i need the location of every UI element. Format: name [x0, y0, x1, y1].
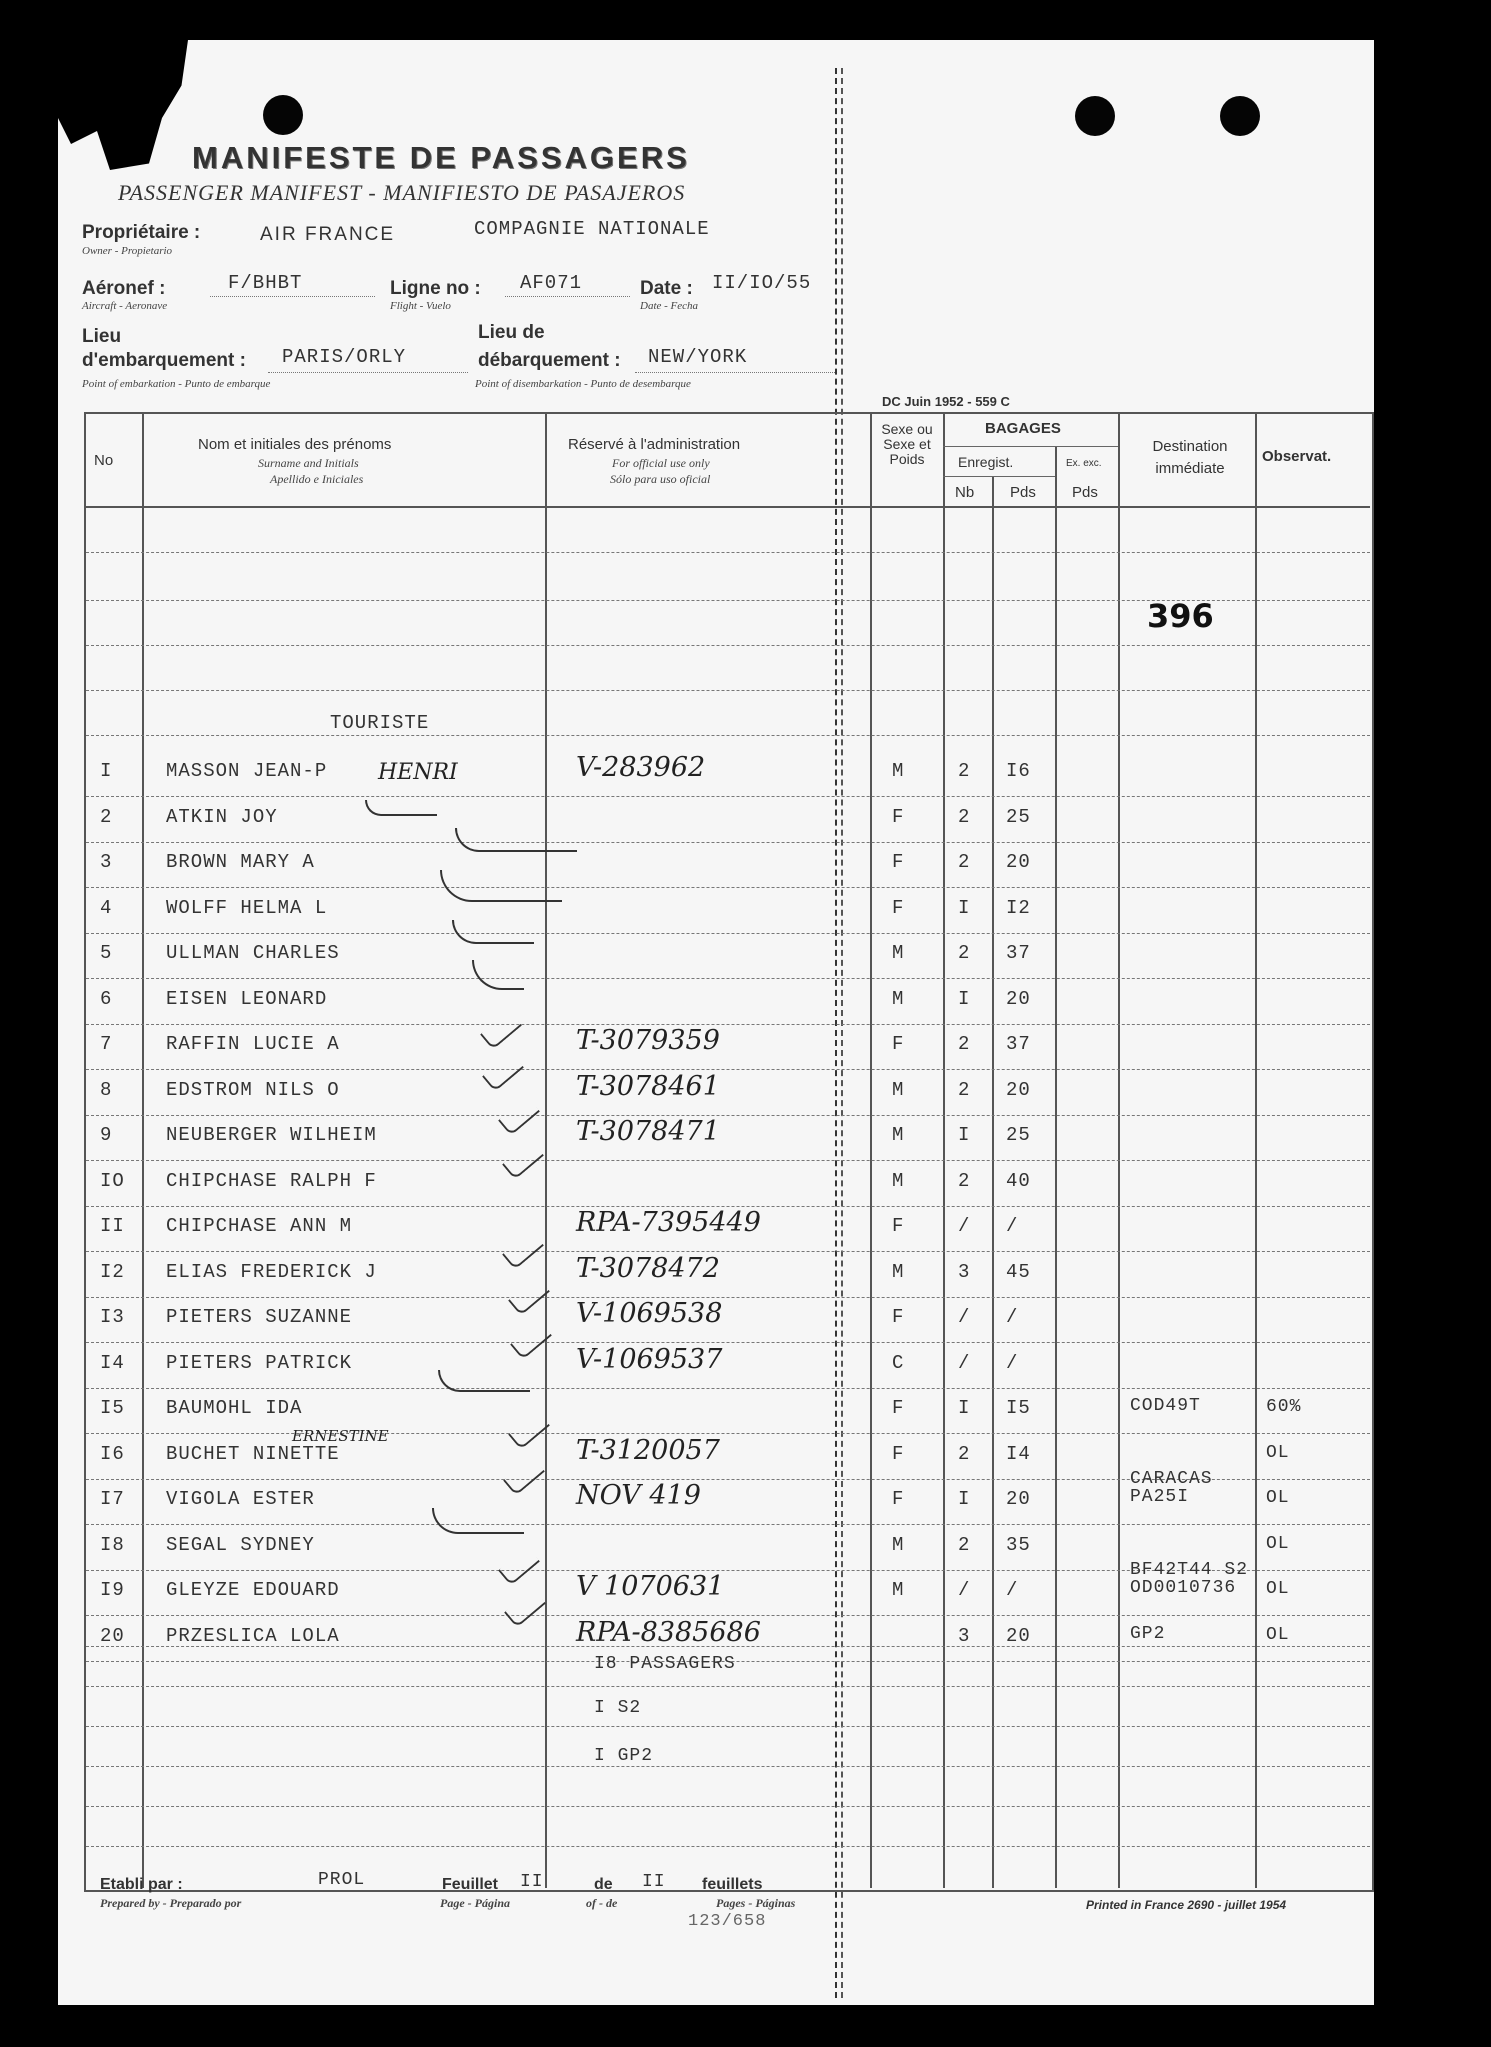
baggage-count: I [958, 897, 971, 919]
baggage-count: 2 [958, 760, 971, 782]
sex-value: M [892, 1079, 905, 1101]
embark-label-2: d'embarquement : [82, 350, 246, 371]
admin-ticket: V 1070631 [576, 1571, 725, 1602]
baggage-count: / [958, 1352, 971, 1374]
row-number: 20 [100, 1625, 125, 1647]
destination: COD49T [1130, 1396, 1201, 1416]
row-number: I8 [100, 1534, 125, 1556]
col-enreg-header: Enregist. [958, 454, 1014, 470]
owner-sub: Owner - Propietario [82, 245, 173, 257]
sex-value: M [892, 942, 905, 964]
col-name-sub2: Apellido e Iniciales [270, 472, 364, 486]
passenger-name: RAFFIN LUCIE A [166, 1033, 340, 1055]
destination: GP2 [1130, 1624, 1166, 1644]
page-label: Feuillet [442, 1876, 499, 1893]
admin-ticket: T-3079359 [576, 1025, 720, 1056]
baggage-count: 2 [958, 1443, 971, 1465]
baggage-weight: / [1006, 1306, 1019, 1328]
handwritten-name: HENRI [378, 760, 458, 785]
baggage-count: 2 [958, 1079, 971, 1101]
baggage-count: I [958, 1397, 971, 1419]
sex-value: M [892, 1579, 905, 1601]
check-mark [365, 800, 437, 816]
admin-ticket: V-1069538 [576, 1298, 723, 1329]
pages-sub: Pages - Páginas [716, 1896, 796, 1910]
col-excess-header: Ex. exc. [1066, 458, 1102, 469]
col-pds-header: Pds [1010, 484, 1036, 501]
of-sub: of - de [586, 1896, 618, 1910]
punch-hole [1220, 96, 1260, 136]
of-label: de [594, 1876, 613, 1893]
baggage-count: I [958, 1488, 971, 1510]
baggage-count: / [958, 1306, 971, 1328]
admin-ticket: V-283962 [576, 752, 706, 783]
row-number: 5 [100, 942, 113, 964]
row-number: 6 [100, 988, 113, 1010]
check-mark [440, 870, 562, 902]
printed-note: Printed in France 2690 - juillet 1954 [1086, 1898, 1287, 1912]
row-number: 2 [100, 806, 113, 828]
date-value: II/IO/55 [712, 272, 812, 294]
destination: BF42T44 S2 OD0010736 [1130, 1560, 1249, 1598]
col-no-header: No [94, 452, 114, 469]
col-obs-header: Observat. [1262, 448, 1332, 465]
col-name-sub1: Surname and Initials [258, 456, 359, 470]
sex-value: M [892, 988, 905, 1010]
admin-ticket: T-3078472 [576, 1253, 720, 1284]
baggage-weight: 20 [1006, 988, 1031, 1010]
passenger-name: EISEN LEONARD [166, 988, 328, 1010]
baggage-weight: 25 [1006, 1124, 1031, 1146]
admin-ticket: T-3078461 [576, 1071, 720, 1102]
baggage-weight: 45 [1006, 1261, 1031, 1283]
baggage-count: 2 [958, 942, 971, 964]
section-label: TOURISTE [330, 712, 430, 734]
punch-hole [1075, 96, 1115, 136]
col-nb-header: Nb [955, 484, 975, 501]
manifest-title: MANIFESTE DE PASSAGERS [192, 140, 690, 175]
row-number: 7 [100, 1033, 113, 1055]
page-value: II [520, 1872, 544, 1892]
page-sub: Page - Página [440, 1896, 510, 1910]
passenger-name: NEUBERGER WILHEIM [166, 1124, 377, 1146]
baggage-weight: 20 [1006, 1488, 1031, 1510]
admin-ticket: T-3078471 [576, 1116, 720, 1147]
sex-value: M [892, 1261, 905, 1283]
aircraft-sub: Aircraft - Aeronave [82, 300, 168, 312]
passenger-name: PIETERS SUZANNE [166, 1306, 353, 1328]
row-number: I3 [100, 1306, 125, 1328]
observation: OL [1266, 1534, 1290, 1554]
col-pds2-header: Pds [1072, 484, 1098, 501]
sex-value: M [892, 1124, 905, 1146]
baggage-count: / [958, 1215, 971, 1237]
pages-label: feuillets [702, 1876, 763, 1893]
row-number: I7 [100, 1488, 125, 1510]
baggage-count: 3 [958, 1625, 971, 1647]
baggage-count: 2 [958, 851, 971, 873]
passenger-name: WOLFF HELMA L [166, 897, 328, 919]
stamp-number: 396 [1147, 597, 1214, 635]
admin-ticket: NOV 419 [576, 1480, 701, 1511]
admin-ticket: V-1069537 [576, 1344, 723, 1375]
baggage-weight: 25 [1006, 806, 1031, 828]
baggage-weight: / [1006, 1579, 1019, 1601]
observation: OL [1266, 1579, 1290, 1599]
sex-value: F [892, 1215, 905, 1237]
baggage-weight: 40 [1006, 1170, 1031, 1192]
of-value: II [642, 1872, 666, 1892]
col-baggage-header: BAGAGES [985, 420, 1061, 437]
baggage-weight: 20 [1006, 851, 1031, 873]
row-number: I9 [100, 1579, 125, 1601]
passenger-name: GLEYZE EDOUARD [166, 1579, 340, 1601]
embark-value: PARIS/ORLY [282, 346, 407, 368]
col-admin-sub2: Sólo para uso oficial [610, 472, 711, 486]
row-number: I [100, 760, 113, 782]
col-admin-header: Réservé à l'administration [568, 436, 741, 453]
row-number: IO [100, 1170, 125, 1192]
handwritten-name: ERNESTINE [292, 1427, 389, 1445]
summary-gp2: I GP2 [594, 1746, 654, 1766]
baggage-weight: 35 [1006, 1534, 1031, 1556]
sex-value: M [892, 1534, 905, 1556]
prepared-value: PROL [318, 1870, 366, 1890]
passenger-name: BROWN MARY A [166, 851, 315, 873]
baggage-weight: 20 [1006, 1079, 1031, 1101]
flight-sub: Flight - Vuelo [390, 300, 451, 312]
baggage-weight: / [1006, 1352, 1019, 1374]
date-sub: Date - Fecha [640, 300, 699, 312]
passenger-name: BAUMOHL IDA [166, 1397, 303, 1419]
owner-value: AIR FRANCE [260, 224, 396, 245]
sex-value: F [892, 1397, 905, 1419]
baggage-weight: I6 [1006, 760, 1031, 782]
passenger-name: ULLMAN CHARLES [166, 942, 340, 964]
baggage-count: 2 [958, 1170, 971, 1192]
baggage-weight: I5 [1006, 1397, 1031, 1419]
summary-s2: I S2 [594, 1698, 642, 1718]
prepared-label: Etabli par : [100, 1876, 183, 1893]
sex-value: F [892, 1306, 905, 1328]
observation: OL [1266, 1488, 1290, 1508]
baggage-count: 2 [958, 1033, 971, 1055]
row-number: I5 [100, 1397, 125, 1419]
sex-value: M [892, 1170, 905, 1192]
row-number: I2 [100, 1261, 125, 1283]
observation: OL [1266, 1443, 1290, 1463]
baggage-count: / [958, 1579, 971, 1601]
disembark-label-2: débarquement : [478, 350, 621, 371]
col-admin-sub1: For official use only [612, 456, 710, 470]
form-code: DC Juin 1952 - 559 C [882, 394, 1010, 409]
observation: OL [1266, 1625, 1290, 1645]
disembark-sub: Point of disembarkation - Punto de desembarque [475, 378, 691, 390]
summary-passengers: I8 PASSAGERS [594, 1654, 736, 1674]
owner-label: Propriétaire : [82, 222, 201, 243]
check-mark [432, 1508, 524, 1534]
sex-value: F [892, 897, 905, 919]
embark-sub: Point of embarkation - Punto de embarque [82, 378, 271, 390]
passenger-name: MASSON JEAN-P [166, 760, 328, 782]
passenger-name: BUCHET NINETTE [166, 1443, 340, 1465]
check-mark [438, 1370, 530, 1392]
baggage-weight: 20 [1006, 1625, 1031, 1647]
observation: 60% [1266, 1397, 1302, 1417]
baggage-count: 3 [958, 1261, 971, 1283]
col-name-header: Nom et initiales des prénoms [198, 436, 392, 453]
row-number: 9 [100, 1124, 113, 1146]
passenger-name: CHIPCHASE RALPH F [166, 1170, 377, 1192]
owner-extra: COMPAGNIE NATIONALE [474, 218, 710, 240]
admin-ticket: RPA-7395449 [576, 1207, 761, 1238]
col-sex-header: Sexe ou Sexe et Poids [881, 421, 933, 467]
baggage-count: I [958, 1124, 971, 1146]
baggage-weight: I4 [1006, 1443, 1031, 1465]
check-mark [455, 828, 577, 852]
passenger-name: EDSTROM NILS O [166, 1079, 340, 1101]
sex-value: M [892, 760, 905, 782]
baggage-weight: 37 [1006, 942, 1031, 964]
date-label: Date : [640, 278, 693, 299]
col-dest-header: Destination immédiate [1152, 438, 1228, 477]
sex-value: F [892, 1443, 905, 1465]
baggage-weight: / [1006, 1215, 1019, 1237]
row-number: I6 [100, 1443, 125, 1465]
aircraft-label: Aéronef : [82, 278, 166, 299]
sex-value: F [892, 851, 905, 873]
baggage-weight: I2 [1006, 897, 1031, 919]
passenger-name: PIETERS PATRICK [166, 1352, 353, 1374]
punch-hole [263, 95, 303, 135]
sex-value: F [892, 806, 905, 828]
reference-number: 123/658 [688, 1912, 767, 1931]
passenger-name: VIGOLA ESTER [166, 1488, 315, 1510]
admin-ticket: T-3120057 [576, 1435, 720, 1466]
prepared-sub: Prepared by - Preparado por [100, 1896, 242, 1910]
passenger-name: ATKIN JOY [166, 806, 278, 828]
sex-value: F [892, 1488, 905, 1510]
passenger-name: SEGAL SYDNEY [166, 1534, 315, 1556]
manifest-subtitle: PASSENGER MANIFEST - MANIFIESTO DE PASAJEROS [118, 180, 686, 205]
sex-value: F [892, 1033, 905, 1055]
row-number: 3 [100, 851, 113, 873]
row-number: 8 [100, 1079, 113, 1101]
admin-ticket: RPA-8385686 [576, 1617, 761, 1648]
sex-value: C [892, 1352, 905, 1374]
baggage-count: 2 [958, 1534, 971, 1556]
flight-value: AF071 [520, 272, 583, 294]
aircraft-value: F/BHBT [228, 272, 303, 294]
check-mark [452, 920, 534, 944]
disembark-value: NEW/YORK [648, 346, 748, 368]
destination: CARACAS PA25I [1130, 1469, 1213, 1507]
baggage-count: I [958, 988, 971, 1010]
row-number: I4 [100, 1352, 125, 1374]
embark-label-1: Lieu [82, 326, 122, 347]
baggage-count: 2 [958, 806, 971, 828]
passenger-name: PRZESLICA LOLA [166, 1625, 340, 1647]
disembark-label-1: Lieu de [478, 322, 545, 343]
baggage-weight: 37 [1006, 1033, 1031, 1055]
passenger-name: ELIAS FREDERICK J [166, 1261, 377, 1283]
row-number: II [100, 1215, 125, 1237]
row-number: 4 [100, 897, 113, 919]
passenger-name: CHIPCHASE ANN M [166, 1215, 353, 1237]
flight-label: Ligne no : [390, 278, 481, 299]
